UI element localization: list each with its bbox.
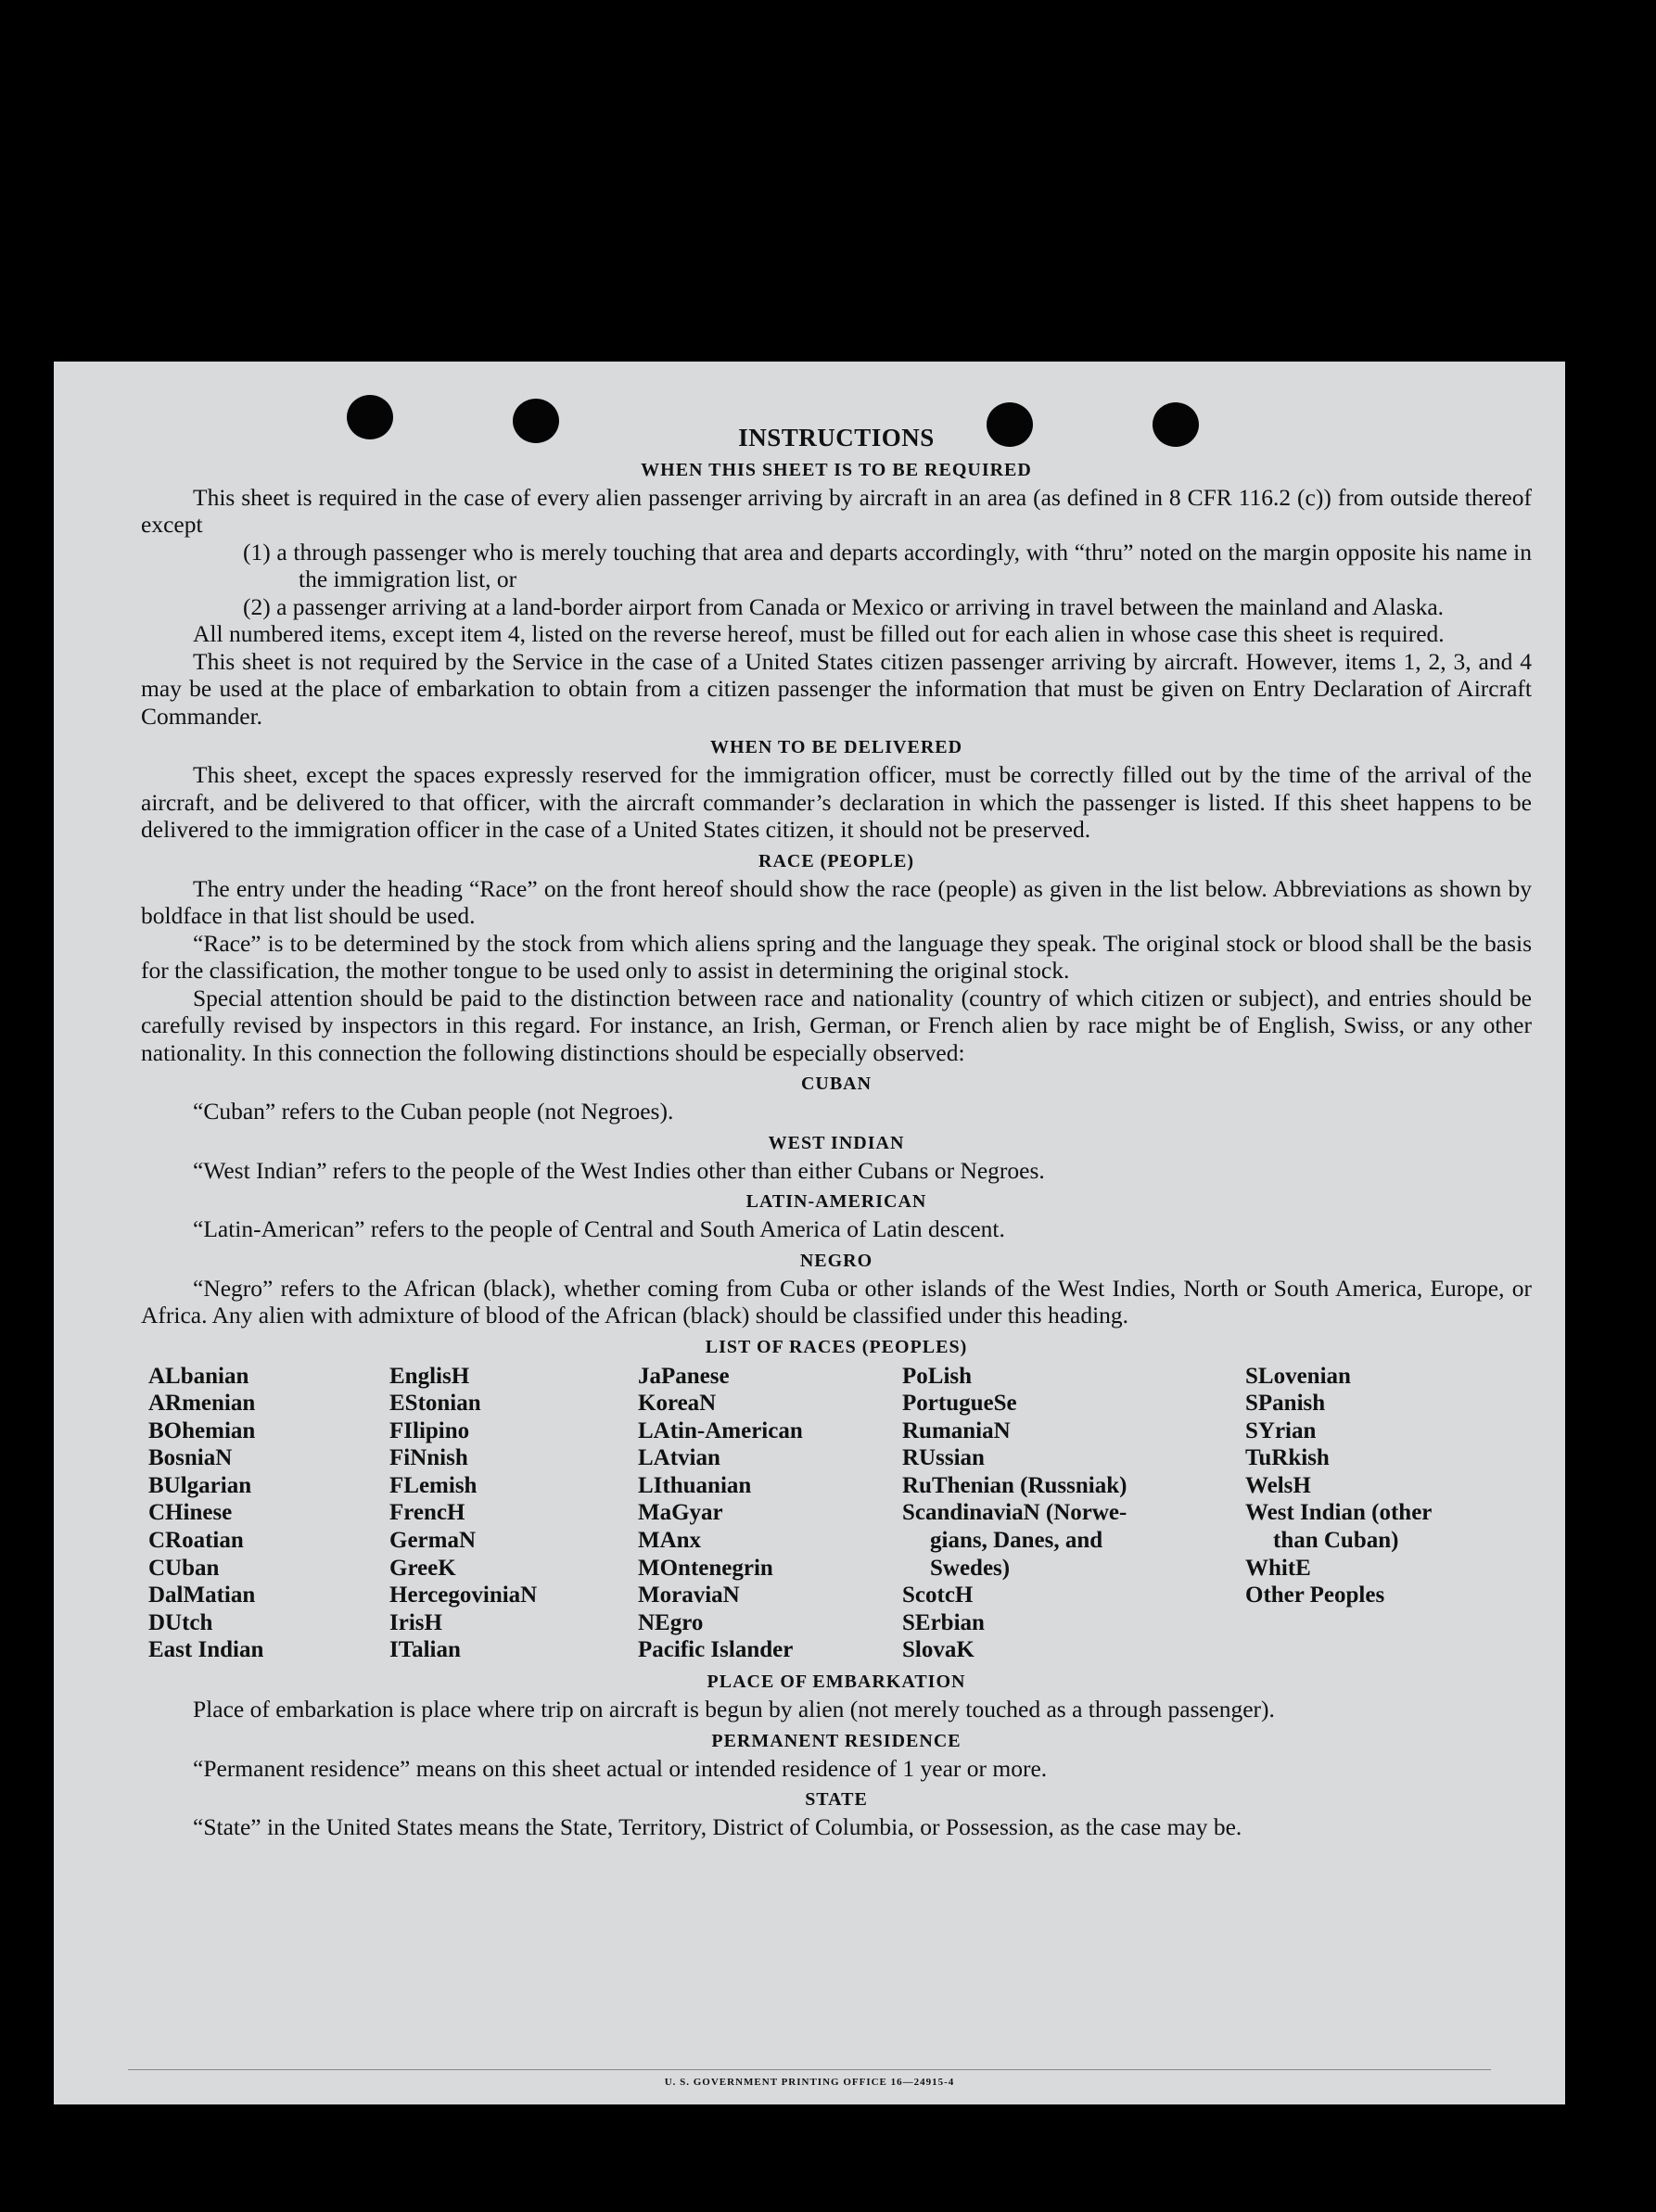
race-entry: FrencH bbox=[389, 1500, 465, 1526]
race-entry: GermaN bbox=[389, 1528, 477, 1554]
race-column bbox=[902, 1363, 1245, 1665]
race-entry: SLovenian bbox=[1245, 1363, 1351, 1389]
race-list bbox=[148, 1363, 1532, 1665]
race-entry: BosniaN bbox=[148, 1445, 233, 1471]
section-heading: LATIN-AMERICAN bbox=[745, 1191, 927, 1212]
race-entry: MOntenegrin bbox=[638, 1555, 773, 1581]
race-entry: FiNnish bbox=[389, 1445, 468, 1471]
race-column bbox=[1245, 1363, 1505, 1665]
race-entry: DUtch bbox=[148, 1609, 213, 1635]
race-entry: RuThenian (Russniak) bbox=[902, 1472, 1127, 1498]
printer-imprint: U. S. GOVERNMENT PRINTING OFFICE 16—24915-4 bbox=[664, 2077, 955, 2088]
race-entry: BOhemian bbox=[148, 1417, 256, 1443]
race-column bbox=[638, 1363, 902, 1665]
race-entry: MAnx bbox=[638, 1528, 702, 1554]
section-heading: PERMANENT RESIDENCE bbox=[711, 1730, 962, 1751]
race-entry: CHinese bbox=[148, 1500, 233, 1526]
list-item bbox=[141, 593, 1532, 621]
race-entry: East Indian bbox=[148, 1637, 264, 1663]
race-entry: NEgro bbox=[638, 1609, 704, 1635]
instructions-body bbox=[141, 425, 1532, 1841]
paragraph: “Negro” refers to the African (black), whether coming from Cuba or other islands of the West Indies, North or South America, Europe, or Africa. Any alien with admixture of blood of the African (black) should be classified under this heading. bbox=[141, 1274, 1532, 1328]
race-entry: JaPanese bbox=[638, 1363, 730, 1389]
item-text: a passenger arriving at a land-border airport from Canada or Mexico or arriving in travel between the mainland and Alaska. bbox=[276, 592, 1445, 620]
paragraph: “Race” is to be determined by the stock from which aliens spring and the language they speak. The original stock or blood shall be the basis for the classification, the mother tongue to be used only to assist in determining the original stock. bbox=[141, 929, 1532, 984]
section-heading: LIST OF RACES (PEOPLES) bbox=[705, 1336, 968, 1357]
section-heading: NEGRO bbox=[799, 1250, 873, 1271]
paragraph: This sheet is required in the case of every alien passenger arriving by aircraft in an area (as defined in 8 CFR 116.2 (c)) from outside thereof except bbox=[141, 483, 1532, 538]
race-entry: ScandinaviaN (Norwe- bbox=[902, 1500, 1127, 1526]
race-column bbox=[389, 1363, 638, 1665]
section-heading: WHEN THIS SHEET IS TO BE REQUIRED bbox=[641, 459, 1032, 480]
race-entry: SPanish bbox=[1245, 1391, 1326, 1417]
paragraph: “Permanent residence” means on this sheet actual or intended residence of 1 year or more. bbox=[193, 1754, 1048, 1782]
race-entry: LIthuanian bbox=[638, 1472, 752, 1498]
race-entry: IrisH bbox=[389, 1609, 442, 1635]
race-entry: PortugueSe bbox=[902, 1391, 1017, 1417]
page-title: INSTRUCTIONS bbox=[738, 424, 935, 451]
race-entry: EnglisH bbox=[389, 1363, 470, 1389]
section-heading: PLACE OF EMBARKATION bbox=[707, 1672, 966, 1693]
paragraph: “Latin-American” refers to the people of Central and South America of Latin descent. bbox=[193, 1215, 1005, 1242]
section-heading: RACE (PEOPLE) bbox=[758, 850, 914, 871]
race-entry: ARmenian bbox=[148, 1391, 256, 1417]
race-entry: BUlgarian bbox=[148, 1472, 252, 1498]
race-entry: MaGyar bbox=[638, 1500, 723, 1526]
race-column bbox=[148, 1363, 389, 1665]
race-entry: gians, Danes, and bbox=[930, 1528, 1103, 1554]
paragraph: Place of embarkation is place where trip on aircraft is begun by alien (not merely touched as a through passenger). bbox=[193, 1696, 1275, 1723]
race-entry: than Cuban) bbox=[1273, 1528, 1399, 1554]
race-entry: SlovaK bbox=[902, 1637, 974, 1663]
race-entry: ALbanian bbox=[148, 1363, 249, 1389]
race-entry: FIlipino bbox=[389, 1417, 470, 1443]
race-entry: West Indian (other bbox=[1245, 1500, 1433, 1526]
section-heading: CUBAN bbox=[800, 1074, 873, 1094]
paragraph: The entry under the heading “Race” on the front hereof should show the race (people) as given in the list below. Abbreviations as shown by boldface in that list should be used. bbox=[141, 874, 1532, 929]
race-entry: GreeK bbox=[389, 1555, 456, 1581]
footer-rule bbox=[128, 2069, 1491, 2070]
race-entry: FLemish bbox=[389, 1472, 478, 1498]
paragraph: This sheet, except the spaces expressly reserved for the immigration officer, must be correctly filled out by the time of the arrival of the aircraft, and be delivered to that officer, with the aircraft commander’s declaration in which the passenger is listed. If this sheet happens to be delivered to the immigration officer in the case of a United States citizen, it should not be preserved. bbox=[141, 761, 1532, 843]
race-entry: PoLish bbox=[902, 1363, 973, 1389]
race-entry: DalMatian bbox=[148, 1583, 256, 1608]
race-entry: LAtvian bbox=[638, 1445, 720, 1471]
race-entry: CRoatian bbox=[148, 1528, 244, 1554]
item-number: (1) bbox=[243, 538, 271, 566]
section-heading: STATE bbox=[805, 1789, 868, 1811]
race-entry: RUssian bbox=[902, 1445, 985, 1471]
race-entry: MoraviaN bbox=[638, 1583, 740, 1608]
race-entry: TuRkish bbox=[1245, 1445, 1330, 1471]
race-entry: LAtin-American bbox=[638, 1417, 803, 1443]
paragraph: All numbered items, except item 4, listed on the reverse hereof, must be filled out for each alien in whose case this sheet is required. bbox=[193, 620, 1445, 647]
race-entry: WhitE bbox=[1245, 1555, 1311, 1581]
race-entry: EStonian bbox=[389, 1391, 481, 1417]
race-entry: Pacific Islander bbox=[638, 1637, 794, 1663]
race-entry: HercegoviniaN bbox=[389, 1583, 538, 1608]
race-entry: KoreaN bbox=[638, 1391, 717, 1417]
paragraph: This sheet is not required by the Service in the case of a United States citizen passenger arriving by aircraft. However, items 1, 2, 3, and 4 may be used at the place of embarkation to obtain from a citizen passenger the information that must be given on Entry Declaration of Aircraft Commander. bbox=[141, 647, 1532, 730]
item-number: (2) bbox=[243, 592, 271, 620]
race-entry: WelsH bbox=[1245, 1472, 1311, 1498]
paragraph: “West Indian” refers to the people of the West Indies other than either Cubans or Negroes. bbox=[193, 1156, 1045, 1184]
race-entry: ITalian bbox=[389, 1637, 461, 1663]
race-entry: Other Peoples bbox=[1245, 1583, 1385, 1608]
paragraph: “State” in the United States means the State, Territory, District of Columbia, or Possession, as the case may be. bbox=[193, 1813, 1242, 1841]
race-entry: SErbian bbox=[902, 1609, 985, 1635]
paragraph: “Cuban” refers to the Cuban people (not Negroes). bbox=[193, 1098, 674, 1125]
section-heading: WHEN TO BE DELIVERED bbox=[709, 737, 963, 757]
race-entry: SYrian bbox=[1245, 1417, 1317, 1443]
list-item bbox=[141, 539, 1532, 593]
paragraph: Special attention should be paid to the distinction between race and nationality (country of which citizen or subject), and entries should be carefully revised by inspectors in this regard. For instance, an Irish, German, or French alien by race might be of English, Swiss, or any other nationality. In this connection the following distinctions should be especially observed: bbox=[141, 984, 1532, 1066]
race-entry: ScotcH bbox=[902, 1583, 974, 1608]
section-heading: WEST INDIAN bbox=[768, 1132, 905, 1153]
race-entry: RumaniaN bbox=[902, 1417, 1011, 1443]
document-sheet bbox=[54, 362, 1565, 2104]
item-text: a through passenger who is merely touching that area and departs accordingly, with “thru” noted on the margin opposite his name in the immigration list, or bbox=[276, 538, 1533, 592]
race-entry: CUban bbox=[148, 1555, 220, 1581]
race-entry: Swedes) bbox=[930, 1555, 1011, 1581]
